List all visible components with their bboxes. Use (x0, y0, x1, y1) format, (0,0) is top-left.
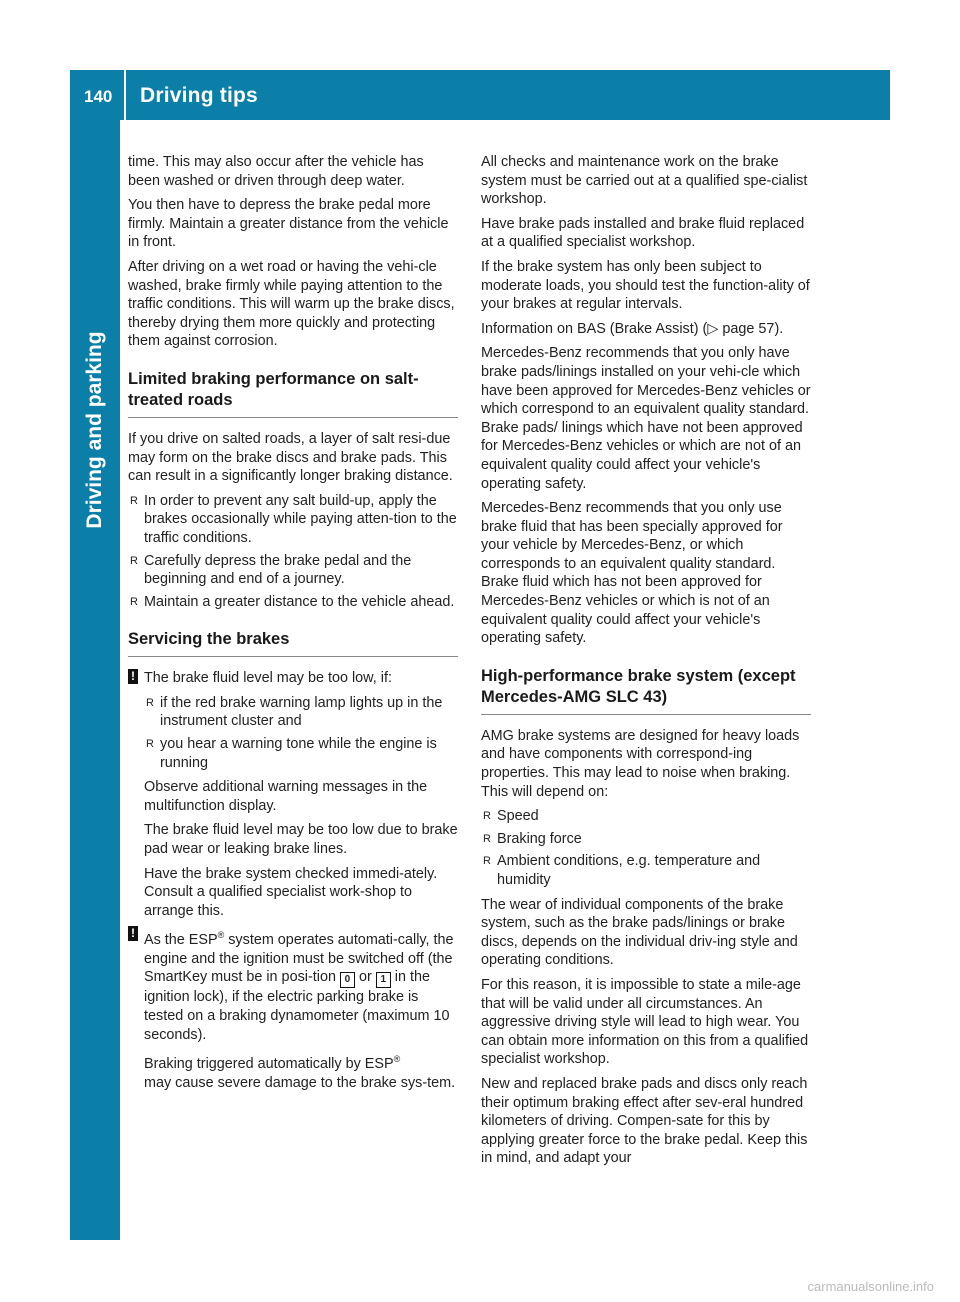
warning-icon: ! (128, 926, 138, 941)
paragraph: Have brake pads installed and brake fluid replaced at a qualified specialist workshop. (481, 215, 805, 251)
paragraph: For this reason, it is impossible to state a mile-age that will be valid under all circumstances. An aggressive driving style will lead to high wear. You can obtain more information on this from a qualified specialist workshop. (481, 976, 809, 1068)
amg-factors-list (481, 807, 811, 889)
salt-tips-list (128, 492, 458, 612)
paragraph: After driving on a wet road or having the vehi-cle washed, brake firmly while paying attention to the traffic conditions. This will warm up the brake discs, thereby drying them more quickly and protecting them against corrosion. (128, 258, 455, 350)
bullet-icon: R (146, 738, 154, 751)
paragraph: time. This may also occur after the vehicle has been washed or driven through deep water. (128, 154, 424, 189)
paragraph: Mercedes-Benz recommends that you only have brake pads/linings installed on your vehi-cle which have been approved for Mercedes-Benz vehicles or which correspond to an equivalent quality standard. Brake pads/ linings which have not been approved for Mercedes-Benz vehicles or which are not of an equivalent quality could affect your vehicle's operating safety. (481, 345, 811, 492)
page-number: 140 (84, 87, 113, 106)
ignition-key-0-icon: 0 (340, 972, 355, 988)
chapter-side-tab (70, 120, 120, 1240)
paragraph: If the brake system has only been subject to moderate loads, you should test the function-ality of your brakes at regular intervals. (481, 258, 810, 313)
list-item: R In order to prevent any salt build-up, apply the brakes occasionally while paying atten-tion to the traffic conditions. (130, 492, 457, 546)
chapter-label: Driving and parking (83, 331, 106, 529)
page-header (70, 70, 890, 120)
note-lead: The brake fluid level may be too low, if: (144, 670, 392, 687)
warning-note-brake-fluid (128, 669, 458, 920)
paragraph: If you drive on salted roads, a layer of salt resi-due may form on the brake discs and brake pads. This can result in a significantly longer braking distance. (128, 430, 453, 485)
paragraph: AMG brake systems are designed for heavy loads and have components with correspond-ing properties. This may lead to noise when braking. This will depend on: (481, 727, 800, 800)
bullet-icon: R (130, 595, 138, 608)
header-divider (124, 70, 126, 120)
heading-salt-roads: Limited braking performance on salt-treated roads (128, 369, 458, 418)
paragraph: As the ESP® system operates automati-cally, the engine and the ignition must be switched off (the SmartKey must be in posi-tion 0 or 1 in the ignition lock), if the electric parking brake is tested on a braking dynamometer (maximum 10 seconds). (144, 930, 454, 1043)
page-reference-arrow-icon: ▷ (707, 320, 719, 337)
list-item: R you hear a warning tone while the engine is running (146, 736, 437, 771)
right-column (481, 153, 811, 1174)
paragraph: The brake fluid level may be too low due to brake pad wear or leaking brake lines. (144, 822, 458, 858)
bullet-icon: R (483, 810, 491, 823)
paragraph: Information on BAS (Brake Assist) (▷ page 57). (481, 320, 784, 337)
paragraph: You then have to depress the brake pedal more firmly. Maintain a greater distance from the vehicle in front. (128, 197, 449, 251)
bullet-icon: R (483, 832, 491, 845)
heading-amg-brakes: High-performance brake system (except Mercedes-AMG SLC 43) (481, 666, 811, 715)
list-item: R Carefully depress the brake pedal and the beginning and end of a journey. (130, 552, 412, 588)
paragraph: Observe additional warning messages in the multifunction display. (144, 779, 428, 814)
list-item: R Speed (483, 808, 539, 825)
list-item: R Braking force (483, 830, 582, 847)
watermark-footer: carmanualsonline.info (807, 1279, 934, 1294)
paragraph: Braking triggered automatically by ESP® may cause severe damage to the brake sys-tem. (144, 1054, 456, 1091)
bullet-icon: R (146, 696, 154, 709)
warning-note-esp (128, 926, 458, 1092)
page-reference-link[interactable]: page 57). (718, 320, 784, 337)
list-item: R if the red brake warning lamp lights up in the instrument cluster and (146, 694, 443, 730)
paragraph: All checks and maintenance work on the brake system must be carried out at a qualified spe-cialist workshop. (481, 154, 808, 208)
paragraph: Mercedes-Benz recommends that you only use brake fluid that has been specially approved for your vehicle by Mercedes-Benz, or which corresponds to an equivalent quality standard. Brake fluid which has not been approved for Mercedes-Benz vehicles or which is not of an equivalent quality could affect your vehicle's operating safety. (481, 500, 783, 647)
note-list (144, 694, 458, 772)
bullet-icon: R (130, 554, 138, 567)
paragraph: Have the brake system checked immedi-ately. Consult a qualified specialist work-shop to arrange this. (144, 865, 438, 919)
left-column (128, 153, 458, 1098)
paragraph: New and replaced brake pads and discs only reach their optimum braking effect after sev-eral hundred kilometers of driving. Compen-sate for this by applying greater force to the brake pedal. Keep this in mind, and adapt your (481, 1075, 808, 1167)
bullet-icon: R (483, 855, 491, 868)
ignition-key-1-icon: 1 (376, 972, 391, 988)
bullet-icon: R (130, 494, 138, 507)
heading-servicing: Servicing the brakes (128, 629, 458, 657)
list-item: R Maintain a greater distance to the vehicle ahead. (130, 593, 455, 610)
list-item: R Ambient conditions, e.g. temperature and humidity (483, 853, 761, 888)
warning-icon: ! (128, 669, 138, 684)
paragraph: The wear of individual components of the brake system, such as the brake pads/linings or brake discs, depends on the individual driv-ing style and operating conditions. (481, 896, 798, 969)
section-title: Driving tips (140, 84, 258, 107)
